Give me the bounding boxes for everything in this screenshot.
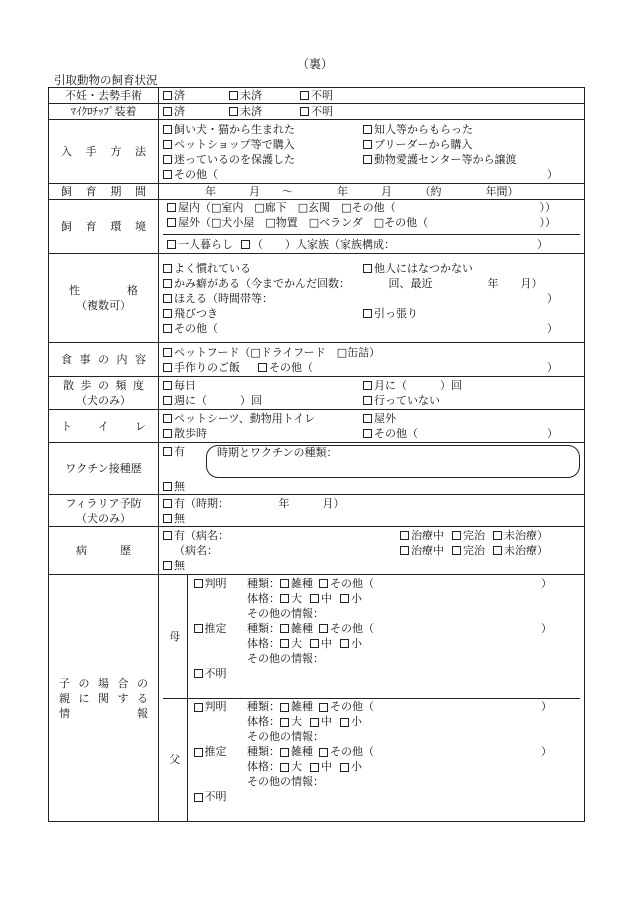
checkbox-toilet-other[interactable]: [363, 429, 372, 438]
paren-close: ）: [547, 291, 558, 305]
opt-medium: 中: [321, 715, 332, 729]
checkbox-father-estimated[interactable]: [194, 748, 203, 757]
checkbox-untreated-2[interactable]: [493, 546, 502, 555]
opt-cured: 完治: [463, 529, 485, 542]
type-label: 種類：: [247, 700, 280, 714]
opt-other: その他（: [330, 621, 374, 635]
checkbox-center[interactable]: [363, 155, 372, 164]
father-label: 父: [163, 698, 187, 821]
checkbox-father-unknown[interactable]: [194, 793, 203, 802]
checkbox-mother-known[interactable]: [194, 579, 203, 588]
checkbox-cured-2[interactable]: [452, 546, 461, 555]
opt-pet-sheet: ペットシーツ、動物用トイレ: [174, 412, 316, 425]
checkbox-father-known-large[interactable]: [280, 718, 289, 727]
checkbox-chip-unknown[interactable]: [300, 107, 309, 116]
checkbox-father-known-small[interactable]: [340, 718, 349, 727]
checkbox-filaria-no[interactable]: [163, 514, 172, 523]
opt-barks: ほえる（時間帯等：: [174, 291, 273, 305]
label-filaria: [49, 495, 159, 527]
opt-large: 大: [291, 760, 302, 774]
paren-close: ）: [537, 237, 548, 251]
checkbox-mother-est-other[interactable]: [319, 624, 328, 633]
opt-weekly: 週に（ ）回: [174, 394, 262, 407]
opt-filaria-yes: 有（時期： 年 月）: [174, 496, 345, 510]
paren-close: ）: [541, 745, 552, 759]
checkbox-neuter-not-done[interactable]: [229, 91, 238, 100]
row-temperament: [49, 254, 585, 343]
checkbox-during-walk[interactable]: [163, 429, 172, 438]
checkbox-food-other[interactable]: [258, 363, 267, 372]
label-temperament-2: （複数可）: [76, 299, 131, 312]
row-food: [49, 343, 585, 377]
label-vaccine: ワクチン接種歴: [49, 443, 159, 495]
opt-alone: 一人暮らし: [178, 237, 233, 251]
opt-mixed: 雑種: [291, 621, 313, 635]
opt-monthly: 月に（ ）回: [374, 379, 462, 392]
opt-breeder: ブリーダーから購入: [374, 137, 473, 151]
opt-outdoor: 屋外（□犬小屋 □物置 □ベランダ □その他（: [178, 215, 429, 229]
opt-shy: 他人にはなつかない: [374, 261, 473, 275]
opt-untreated: 未治療）: [504, 529, 548, 542]
label-walk: [49, 377, 159, 410]
row-neuter: [49, 88, 585, 104]
checkbox-father-known-other[interactable]: [319, 703, 328, 712]
opt-small: 小: [351, 760, 362, 774]
opt-known: 判明: [204, 700, 227, 714]
checkbox-father-known[interactable]: [194, 703, 203, 712]
checkbox-mother-est-mixed[interactable]: [280, 624, 289, 633]
opt-vaccine-yes: 有: [174, 444, 185, 458]
type-label: 種類：: [247, 576, 280, 590]
checkbox-mother-unknown[interactable]: [194, 669, 203, 678]
checkbox-filaria-yes[interactable]: [163, 499, 172, 508]
checkbox-family[interactable]: [241, 240, 250, 249]
checkbox-mother-est-small[interactable]: [340, 639, 349, 648]
opt-not-done: 未済: [240, 105, 262, 118]
checkbox-friendly[interactable]: [163, 264, 172, 273]
page-side-header: （裏）: [296, 57, 333, 71]
checkbox-cured-1[interactable]: [452, 531, 461, 540]
checkbox-outside[interactable]: [363, 414, 372, 423]
paren-close: ）: [547, 167, 558, 181]
checkbox-father-known-mixed[interactable]: [280, 703, 289, 712]
row-acquisition: [49, 120, 585, 184]
checkbox-monthly[interactable]: [363, 381, 372, 390]
checkbox-treating-2[interactable]: [400, 546, 409, 555]
disease-name-1: 有（病名：: [174, 529, 229, 542]
checkbox-weekly[interactable]: [163, 396, 172, 405]
opt-during-walk: 散歩時: [174, 427, 207, 440]
checkbox-alone[interactable]: [167, 240, 176, 249]
opt-pet-shop: ペットショップ等で購入: [174, 137, 295, 151]
opt-unknown: 不明: [311, 89, 333, 102]
other-info-label: その他の情報：: [247, 606, 324, 620]
paren-close: ））: [539, 200, 556, 214]
opt-medium: 中: [321, 591, 332, 605]
opt-pet-food: ペットフード（□ドライフード □缶詰）: [174, 345, 381, 359]
opt-indoor: 屋内（□室内 □廊下 □玄関 □その他（: [178, 200, 396, 214]
vaccine-detail-label: 時期とワクチンの種類：: [217, 446, 338, 459]
opt-pulls: 引っ張り: [374, 306, 418, 320]
checkbox-daily[interactable]: [163, 381, 172, 390]
checkbox-no-walk[interactable]: [363, 396, 372, 405]
paren-close: ）: [541, 621, 552, 635]
opt-large: 大: [291, 591, 302, 605]
checkbox-father-est-small[interactable]: [340, 763, 349, 772]
checkbox-from-acquaintance[interactable]: [363, 125, 372, 134]
checkbox-pet-food[interactable]: [163, 348, 172, 357]
paren-close: ）: [541, 700, 552, 714]
opt-small: 小: [351, 591, 362, 605]
opt-jumps: 飛びつき: [174, 306, 218, 320]
disease-name-2: （病名：: [174, 544, 218, 557]
other-info-label: その他の情報：: [247, 730, 324, 744]
opt-other: その他（: [330, 745, 374, 759]
opt-treating: 治療中: [411, 544, 444, 557]
other-info-label: その他の情報：: [247, 775, 324, 789]
size-label: 体格：: [247, 760, 280, 774]
opt-family: （ ）人家族（家族構成：: [252, 237, 395, 251]
parents-sub-table: [163, 575, 580, 821]
checkbox-shy[interactable]: [363, 264, 372, 273]
row-parents: [49, 575, 585, 822]
checkbox-mother-est-medium[interactable]: [310, 639, 319, 648]
opt-small: 小: [351, 715, 362, 729]
opt-food-other: その他（: [269, 360, 313, 374]
checkbox-chip-done[interactable]: [163, 107, 172, 116]
checkbox-vaccine-no[interactable]: [163, 482, 172, 491]
label-temperament-1: 性 格: [69, 284, 138, 297]
label-acquisition: 入手方法: [49, 120, 159, 184]
opt-bites: かみ癖がある（今までかんだ回数： 回、最近 年 月）: [174, 276, 543, 290]
checkbox-outdoor[interactable]: [167, 218, 176, 227]
checkbox-neuter-done[interactable]: [163, 91, 172, 100]
checkbox-mother-known-large[interactable]: [280, 594, 289, 603]
label-neuter: 不妊・去勢手術: [49, 88, 159, 104]
checkbox-disease-no[interactable]: [163, 561, 172, 570]
checkbox-treating-1[interactable]: [400, 531, 409, 540]
type-label: 種類：: [247, 621, 280, 635]
opt-other: その他（: [330, 700, 374, 714]
opt-acq-other: その他（: [174, 167, 218, 181]
label-microchip: ﾏｲｸﾛﾁｯﾌﾟ装着: [49, 104, 159, 120]
checkbox-indoor[interactable]: [167, 203, 176, 212]
label-parents-3: 情 報: [59, 706, 148, 720]
checkbox-bites[interactable]: [163, 279, 172, 288]
checkbox-pet-shop[interactable]: [163, 140, 172, 149]
opt-treating: 治療中: [411, 529, 444, 542]
size-label: 体格：: [247, 591, 280, 605]
label-parents-1: 子の場合の: [59, 676, 148, 690]
opt-done: 済: [174, 89, 185, 102]
checkbox-mother-est-large[interactable]: [280, 639, 289, 648]
opt-daily: 毎日: [174, 379, 196, 392]
checkbox-neuter-unknown[interactable]: [300, 91, 309, 100]
opt-homemade: 手作りのご飯: [174, 360, 240, 374]
opt-large: 大: [291, 715, 302, 729]
label-toilet: トイレ: [49, 410, 159, 443]
checkbox-vaccine-yes[interactable]: [163, 447, 172, 456]
checkbox-mother-known-medium[interactable]: [310, 594, 319, 603]
opt-known: 判明: [204, 576, 227, 590]
opt-mixed: 雑種: [291, 700, 313, 714]
checkbox-stray[interactable]: [163, 155, 172, 164]
opt-small: 小: [351, 636, 362, 650]
label-walk-2: （犬のみ）: [76, 394, 131, 407]
section-title: 引取動物の飼育状況: [54, 73, 158, 87]
paren-close: ）: [547, 360, 558, 374]
row-disease: [49, 527, 585, 575]
checkbox-mother-known-other[interactable]: [319, 579, 328, 588]
label-disease: 病 歴: [49, 527, 159, 575]
type-label: 種類：: [247, 745, 280, 759]
opt-born: 飼い犬・猫から生まれた: [174, 122, 295, 136]
opt-stray: 迷っているのを保護した: [174, 152, 295, 166]
opt-cured: 完治: [463, 544, 485, 557]
row-walk: [49, 377, 585, 410]
size-label: 体格：: [247, 636, 280, 650]
size-label: 体格：: [247, 715, 280, 729]
checkbox-father-known-medium[interactable]: [310, 718, 319, 727]
row-period: [49, 184, 585, 200]
opt-estimated: 推定: [204, 745, 227, 759]
checkbox-mother-known-mixed[interactable]: [280, 579, 289, 588]
paren-close: ）: [541, 576, 552, 590]
paren-close: ））: [539, 215, 556, 229]
opt-disease-no: 無: [174, 559, 185, 572]
opt-mixed: 雑種: [291, 576, 313, 590]
checkbox-father-est-mixed[interactable]: [280, 748, 289, 757]
opt-untreated: 未治療）: [504, 544, 548, 557]
checkbox-mother-known-small[interactable]: [340, 594, 349, 603]
opt-not-done: 未済: [240, 89, 262, 102]
checkbox-father-est-other[interactable]: [319, 748, 328, 757]
paren-close: ）: [547, 427, 558, 440]
checkbox-untreated-1[interactable]: [493, 531, 502, 540]
opt-unknown: 不明: [204, 790, 227, 804]
opt-large: 大: [291, 636, 302, 650]
mother-label: 母: [163, 575, 187, 698]
row-environment: [49, 200, 585, 254]
label-filaria-1: フィラリア予防: [65, 496, 142, 510]
checkbox-temper-other[interactable]: [163, 324, 172, 333]
checkbox-born[interactable]: [163, 125, 172, 134]
row-microchip: [49, 104, 585, 120]
checkbox-chip-not-done[interactable]: [229, 107, 238, 116]
opt-center: 動物愛護センター等から譲渡: [374, 152, 517, 166]
label-parents: [49, 575, 159, 822]
label-filaria-2: （犬のみ）: [76, 511, 131, 525]
opt-medium: 中: [321, 760, 332, 774]
opt-medium: 中: [321, 636, 332, 650]
checkbox-barks[interactable]: [163, 294, 172, 303]
checkbox-acq-other[interactable]: [163, 170, 172, 179]
checkbox-mother-estimated[interactable]: [194, 624, 203, 633]
checkbox-pet-sheet[interactable]: [163, 414, 172, 423]
checkbox-father-est-medium[interactable]: [310, 763, 319, 772]
checkbox-jumps[interactable]: [163, 309, 172, 318]
checkbox-breeder[interactable]: [363, 140, 372, 149]
row-filaria: [49, 495, 585, 527]
opt-mixed: 雑種: [291, 745, 313, 759]
opt-estimated: 推定: [204, 621, 227, 635]
opt-vaccine-no: 無: [174, 479, 185, 493]
opt-unknown: 不明: [204, 666, 227, 680]
opt-filaria-no: 無: [174, 511, 185, 525]
checkbox-pulls[interactable]: [363, 309, 372, 318]
label-period: 飼育期間: [49, 184, 159, 200]
label-parents-2: 親に関する: [59, 691, 148, 705]
checkbox-homemade[interactable]: [163, 363, 172, 372]
other-info-label: その他の情報：: [247, 651, 324, 665]
opt-unknown: 不明: [311, 105, 333, 118]
opt-from-acquaintance: 知人等からもらった: [374, 122, 473, 136]
label-temperament: [49, 254, 159, 343]
opt-friendly: よく慣れている: [174, 261, 251, 275]
opt-toilet-other: その他（: [374, 427, 418, 440]
label-food: 食事の内容: [49, 343, 159, 377]
period-field[interactable]: 年 月 ～ 年 月 （約 年間）: [205, 185, 519, 198]
checkbox-father-est-large[interactable]: [280, 763, 289, 772]
opt-temper-other: その他（: [174, 321, 218, 335]
checkbox-disease-yes[interactable]: [163, 531, 172, 540]
label-environment: 飼育環境: [49, 200, 159, 254]
row-vaccine: [49, 443, 585, 495]
paren-close: ）: [547, 321, 558, 335]
opt-done: 済: [174, 105, 185, 118]
label-walk-1: 散歩の頻度: [63, 379, 144, 392]
opt-other: その他（: [330, 576, 374, 590]
opt-no-walk: 行っていない: [374, 394, 440, 407]
opt-outside: 屋外: [374, 412, 396, 425]
row-toilet: [49, 410, 585, 443]
animal-care-status-table: [48, 87, 585, 822]
